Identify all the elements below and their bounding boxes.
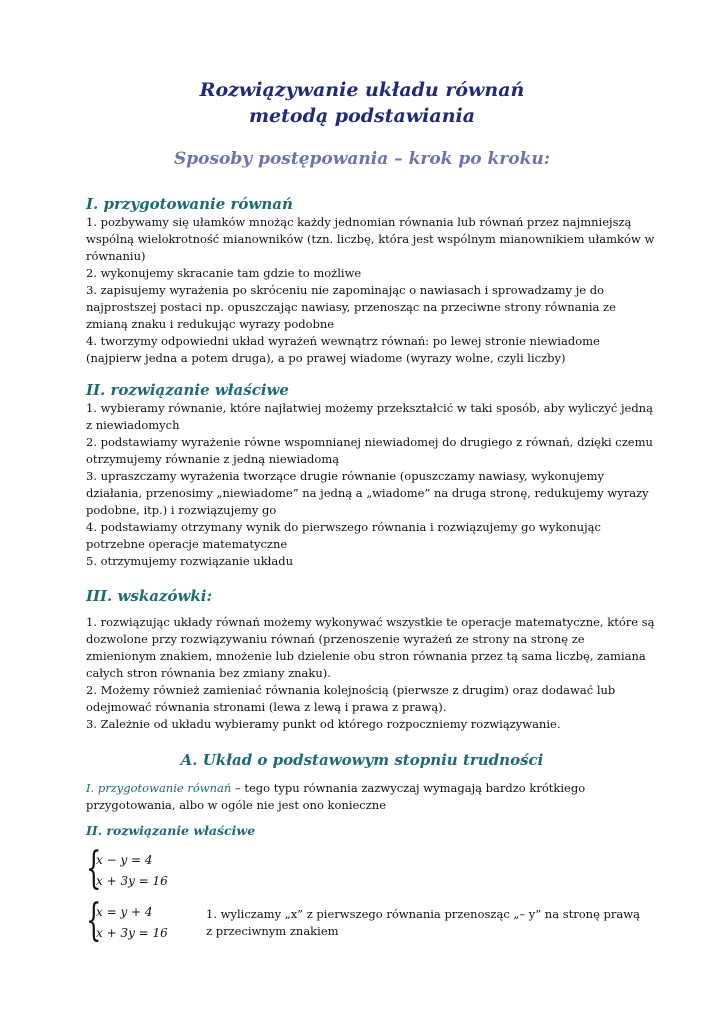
equation-line: x + 3y = 16 — [96, 926, 168, 940]
equation-line: x − y = 4 — [96, 853, 153, 867]
brace-icon: { — [86, 895, 102, 946]
page-title-line1: Rozwiązywanie układu równań — [199, 79, 525, 101]
section-3-item: 3. Zależnie od układu wybieramy punkt od którego rozpoczniemy rozwiązywanie. — [86, 717, 561, 731]
equation-system-2 — [86, 895, 206, 946]
section-3-item: 2. Możemy również zamieniać równania kolejnością (pierwsze z drugim) oraz dodawać lub odejmować równania stronami (lewa z lewą i prawa z prawą). — [86, 683, 616, 714]
section-a-solution-heading: II. rozwiązanie właściwe — [86, 823, 256, 838]
equation-system-1 — [86, 843, 206, 894]
section-2-list — [86, 400, 656, 570]
section-2-item: 2. podstawiamy wyrażenie równe wspomnianej niewiadomej do drugiego z równań, dzięki czemu otrzymujemy równanie z jedną niewiadomą — [86, 435, 653, 466]
equation-line: x = y + 4 — [96, 905, 153, 919]
brace-icon: { — [86, 843, 102, 894]
section-a-prep-paragraph — [86, 780, 656, 814]
section-3-list — [86, 614, 656, 733]
section-a-prep-lead: I. przygotowanie równań — [86, 781, 232, 795]
page-subtitle: Sposoby postępowania – krok po kroku: — [173, 149, 550, 169]
section-1-item: 2. wykonujemy skracanie tam gdzie to możliwe — [86, 266, 362, 280]
section-2-item: 4. podstawiamy otrzymany wynik do pierwszego równania i rozwiązujemy go wykonując potrzebne operacje matematyczne — [86, 520, 601, 551]
section-2-item: 5. otrzymujemy rozwiązanie układu — [86, 554, 294, 568]
section-a-heading: A. Układ o podstawowym stopniu trudności — [180, 751, 544, 769]
section-1-item: 4. tworzymy odpowiedni układ wyrażeń wewnątrz równań: po lewej stronie niewiadome (najpierw jedna a potem druga), a po prawej wiadome (wyrazy wolne, czyli liczby) — [86, 334, 600, 365]
step-1-explanation: 1. wyliczamy „x” z pierwszego równania przenosząc „– y” na stronę prawą z przeciwnym znakiem — [206, 907, 640, 938]
section-2-heading: II. rozwiązanie właściwe — [86, 381, 289, 399]
section-1-list — [86, 214, 656, 367]
page-title-line2: metodą podstawiania — [248, 105, 476, 127]
section-3-heading: III. wskazówki: — [86, 587, 213, 605]
section-1-item: 3. zapisujemy wyrażenia po skróceniu nie zapominając o nawiasach i sprowadzamy je do najprostszej postaci np. opuszczając nawiasy, przenosząc na przeciwne strony równania ze zmianą znaku i redukując wyrazy podobne — [86, 283, 616, 331]
section-3-item: 1. rozwiązując układy równań możemy wykonywać wszystkie te operacje matematyczne, które są dozwolone przy rozwiązywaniu równań (przenoszenie wyrażeń ze strony na stronę ze zmienionym znakiem, mnożenie lub dzielenie obu stron równania przez tą sama liczbę, zamiana całych stron równania bez zmiany znaku). — [86, 615, 655, 680]
section-1-heading: I. przygotowanie równań — [86, 195, 293, 213]
section-1-item: 1. pozbywamy się ułamków mnożąc każdy jednomian równania lub równań przez najmniejszą wspólną wielokrotność mianowników (tzn. liczbę, która jest wspólnym mianownikiem ułamków w równaniu) — [86, 215, 655, 263]
section-a-prep — [86, 780, 656, 814]
equation-line: x + 3y = 16 — [96, 874, 168, 888]
section-a-prep-text: – tego typu równania zazwyczaj wymagają bardzo krótkiego przygotowania, albo w ogóle nie jest ono konieczne — [86, 781, 586, 812]
section-2-item: 3. upraszczamy wyrażenia tworzące drugie równanie (opuszczamy nawiasy, wykonujemy działania, przenosimy „niewiadome” na jedną a „wiadome” na druga stronę, redukujemy wyrazy podobne, itp.) i rozwiązujemy go — [86, 469, 649, 517]
section-2-item: 1. wybieramy równanie, które najłatwiej możemy przekształcić w taki sposób, aby wyliczyć jedną z niewiadomych — [86, 401, 653, 432]
